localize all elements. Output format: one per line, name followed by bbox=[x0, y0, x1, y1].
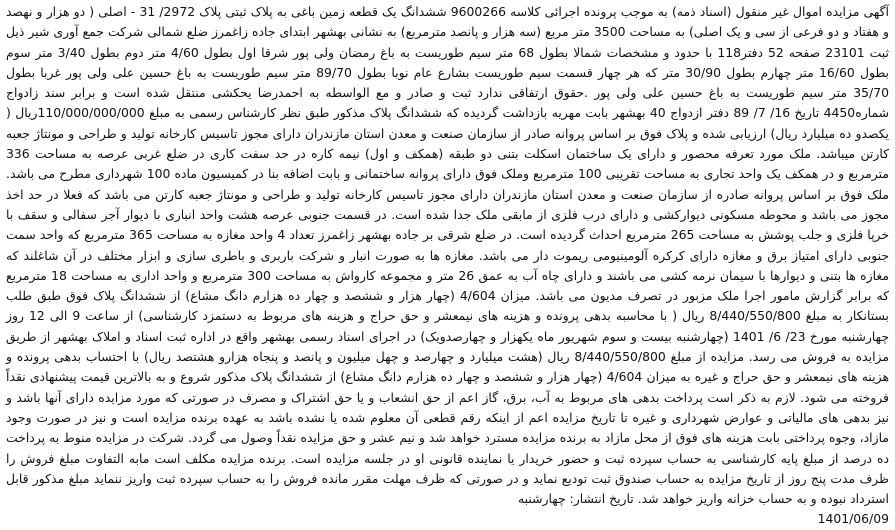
notice-body: آگهی مزایده اموال غیر منقول (اسناد ذمه) به موجب پرونده اجرائی کلاسه 9600266 ششدانگ یک قطعه زمین باغی به پلاک ثبتی پلاک 2972/ 31 - اصلی ( دو هزار و نهصد و هفتاد و دو فرعی از سی و یک اصلی) به مساحت 3500 متر مربع (سه هزار و پانصد مترمربع) به نشانی بهشهر ابتدای جاده زاغمرز ضلع شمالی شرکت جمع آوری شیر ذیل ثبت 23101 صفحه 52 دفتر118 با حدود و مشخصات شمالا بطول 68 متر سیم طوریست به باغ رمضان ولی پور شرقا اول بطول 4/60 متر دوم بطول 3/40 متر سوم بطول 16/60 متر چهارم بطول 30/90 متر که هر چهار قسمت سیم طوریست بشارع عام نوبا بطول 89/70 متر سیم طوریست به باغ حسین علی ولی پور غربا بطول 35/70 متر سیم طوریست به باغ حسین علی ولی پور .حقوق ارتفاقی ندارد ثبت و صادر و مع الواسطه به احمدرضا یحکشی منتقل شده است و برابر سند زادواج شماره4450 تاریخ 16/ 7/ 89 دفتر ازدواج 40 بهشهر بابت مهریه بازداشت گردیده که ششدانگ پلاک مذکور طبق نظر کارشناس رسمی به مبلغ 110/000/000/000ریال ( یکصدو ده میلیارد ریال) ارزیابی شده و پلاک فوق بر اساس پروانه صادر از سازمان صنعت و معدن استان مازندران دارای مجوز تاسیس کارخانه تولید و طراحی و مونتاژ جعبه کارتن میباشد. ملک مورد تعرفه محصور و دارای یک ساختمان اسکلت بتنی دو طبقه (همکف و اول) نیمه کاره در حد سفت کاری در ضلع غربی عرصه به مساحت 336 مترمربع و در همکف یک واحد تجاری به مساحت تقریبی 100 مترمربع وملک فوق دارای پروانه ساختمانی و بابت اضافه بنا در کمیسیون ماده 100 شهرداری مطرح می باشد. ملک فوق بر اساس پروانه صادره از سازمان صنعت و معدن استان مازندران دارای مجوز تاسیس کارخانه تولید و طراحی و مونتاژ جعبه کارتن می باشد که فعلا در حد اخذ مجوز می باشد و محوطه مسکونی دیوارکشی و دارای درب فلزی از مابقی ملک جدا شده است. در قسمت جنوبی عرصه هشت واحد انباری با دیوار آجر سفالی و سقف با خرپا فلزی و جلب پوشش به مساحت 265 مترمربع احداث گردیده است. در ضلع شرقی بر جاده بهشهر زاغمرز تعداد 4 واحد مغازه به مساحت 365 مترمربع که واحد سمت جنوبی دارای امتیاز برق و مغازه دارای کرکره آلومینیومی ریموت دار می باشد. مغازه ها به صورت انبار و شرکت باربری و باطری سازی و ابزار مختلف در آن شاغلند که مغازه ها بتنی و دیوارها با سیمان نرمه کشی می باشند و دارای چاه آب به عمق 26 متر و مجموعه کارواش به مساحت 300 مترمربع و واحد اداری به مساحت 18 مترمربع که برابر گزارش مامور اجرا ملک مزبور در تصرف مدیون می باشد. میزان 4/604 (چهار هزار و ششصد و چهار ده هزارم دانگ مشاع) از ششدانگ پلاک فوق طبق طلب بستانکار به مبلغ 8/440/550/800 ریال ( با محاسبه بدهی پرونده و هزینه های نیمعشر و حق حراج و هزینه های مربوط به دستمزد کارشناسی) از ساعت 9 الی 12 روز چهارشنبه مورخ 23/ 6/ 1401 (چهارشنبه بیست و سوم شهریور ماه یکهزار و چهارصدویک) در اجرای اسناد رسمی بهشهر واقع در اداره ثبت اسناد و املاک بهشهر از طریق مزایده به فروش می رسد. مزایده از مبلغ 8/440/550/800 ریال (هشت میلیارد و چهارصد و چهل میلیون و پانصد و پنجاه هزارو هشتصد ریال) با احتساب بدهی پرونده و هزینه های نیمعشر و حق حراج و غیره به میزان 4/604 (چهار هزار و ششصد و چهار ده هزارم دانگ مشاع) از ششدانگ پلاک مذکور شروع و به بالاترین قیمت پیشنهادی نقداً فروخته می شود. لازم به ذکر است پرداخت بدهی های مربوط به آب، برق، گاز اعم از حق انشعاب و یا حق اشتراک و مصرف در صورتی که مورد مزایده دارای آنها باشد و نیز بدهی های مالیاتی و عوارض شهرداری و غیره تا تاریخ مزایده اعم از اینکه رقم قطعی آن معلوم شده یا نشده باشد به عهده برنده مزایده است و نیز در صورت وجود مازاد، وجوه پرداختی بابت هزینه های فوق از محل مازاد به برنده مزایده مسترد خواهد شد و نیم عشر و حق مزایده نقداً وصول می گردد. شرکت در مزایده منوط به پرداخت ده درصد از مبلغ پایه کارشناسی به حساب سپرده ثبت و حضور خریدار یا نماینده قانونی او در جلسه مزایده است. برنده مزایده مکلف است مابه التفاوت مبلغ فروش را ظرف مدت پنج روز از تاریخ مزایده به حساب صندوق ثبت تودیع نماید و در صورتی که ظرف مهلت مقرر مانده فروش را به حساب سپرده ثبت واریز ننماید مبلغ مذکور قابل استرداد نبوده و به حساب خزانه واریز خواهد شد. تاریخ انتشار: چهارشنبه bbox=[6, 4, 890, 507]
publish-date: 1401/06/09 bbox=[817, 511, 889, 527]
